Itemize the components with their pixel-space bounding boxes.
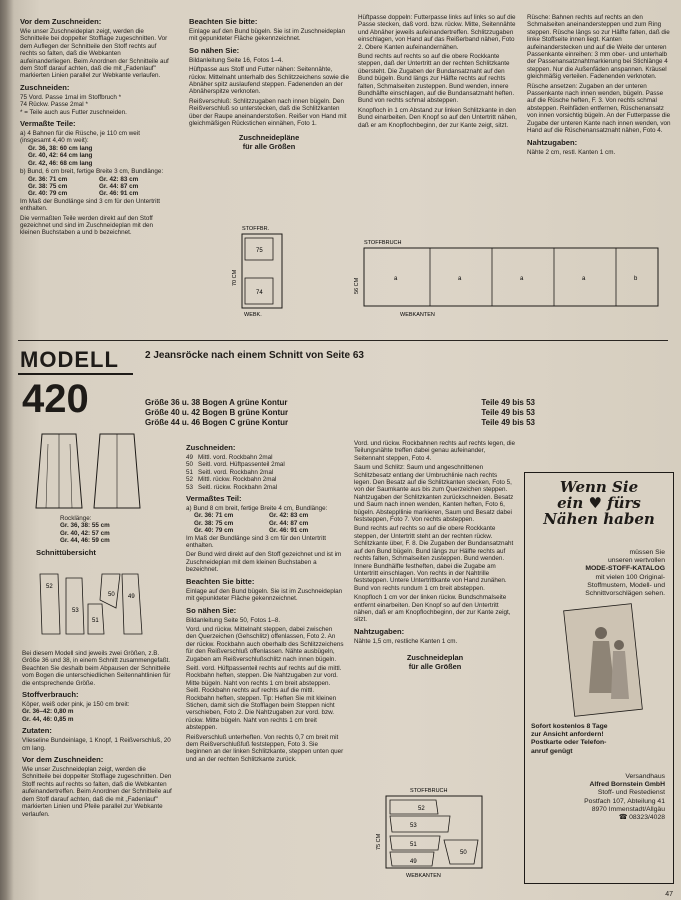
ad-line: Postkarte oder Telefon- <box>531 739 607 747</box>
panel-letter: a <box>520 276 524 282</box>
ad-address <box>531 773 665 822</box>
text-line: Köper, weiß oder pink, je 150 cm breit: <box>22 701 130 709</box>
piece-number: 51 <box>410 842 417 848</box>
ad-headline <box>525 479 673 527</box>
cut-number: 53 <box>186 483 194 491</box>
size-grid <box>28 176 170 198</box>
lower-col-left-2 <box>22 650 172 820</box>
size-row-right: Teile 49 bis 53 <box>481 398 535 407</box>
ad-body <box>531 549 665 598</box>
paragraph: Wie unser Zuschneideplan zeigt, werden die Schnitteile bei doppelter Stofflage zugeschnitten. Den Stoff rechts auf rechts so falten, daß die Webkanten aufeinandertreffen. Beim Anordnen der Schnitteile auf dem Stoff darauf achten, daß die mit „Fadenlauf" markierten Linien und Pfeile parallel zur Webkante verlaufen. <box>22 766 172 818</box>
piece-number: 49 <box>410 859 417 865</box>
text-line: b) Bund, 6 cm breit, fertige Breite 3 cm, Bundlänge: <box>20 168 164 176</box>
text-line: a) 4 Bahnen für die Rüsche, je 110 cm weit (insgesamt 4,40 m weit): <box>20 130 140 145</box>
paragraph: Hüftpasse doppeln: Futterpasse links auf links so auf die Passe stecken, daß vord. bzw. rückw. Mitte, Seitennähte und Abnäher jeweils aufeinandertreffen. Schlitzzugaben einschlagen, von Hand auf das Reißerband nähen, Foto 2. Obere Kanten aufeinandernähen. <box>358 14 516 51</box>
text-line: Gr. 40, 42: 57 cm <box>60 529 110 537</box>
ad-line: ☎ 08323/4028 <box>618 814 665 822</box>
paragraph: Bei diesem Modell sind jeweils zwei Größen, z.B. Größe 36 und 38, in einem Schnitt zusammengefaßt. Beachten Sie deshalb beim Abpausen der Schnitteile vom Bogen die unterschiedlichen Seitennahtlinien für die entsprechende Größe. <box>22 650 171 687</box>
pattern-overview <box>36 568 148 640</box>
piece-number: 75 <box>256 248 263 254</box>
size-row-right: Teile 49 bis 53 <box>481 408 535 417</box>
piece-number: 52 <box>46 584 53 590</box>
catalog-advertisement <box>524 472 674 884</box>
plan-title <box>189 133 349 151</box>
size-row-left: Größe 44 u. 46 Bogen C grüne Kontur <box>145 418 289 427</box>
pattern-piece <box>40 574 60 634</box>
ad-line: Stoff- und Restedienst <box>597 789 665 797</box>
text-line: Gr. 40, 42: 64 cm lang <box>28 152 93 160</box>
paragraph: Reißverschluß: Schlitzzugaben nach innen bügeln. Den Reißverschluß so unterstecken, daß die Schlitzkanten über der Raupe aneinanderstoßen. Reißer von Hand mit gleichmäßigen Rückstichen einnähen, Foto 1. <box>189 97 347 128</box>
text-line: Gr. 42, 46: 68 cm lang <box>28 159 93 167</box>
seam-line <box>46 444 48 508</box>
lower-col-left <box>22 515 172 559</box>
paragraph: Vlieseline Bundeinlage, 1 Knopf, 1 Reißverschluß, 20 cm lang. <box>22 737 171 752</box>
heading: Zuschneiden: <box>186 443 236 452</box>
plan-title <box>354 653 516 671</box>
top-col-4 <box>527 14 672 158</box>
paragraph: Rüsche ansetzen: Zugaben an der unteren Passenkante nach innen wenden, bügeln. Passe auf die Rüsche heften, F. 3. Von rechts schmal absteppen. Reihfäden entfernen, Rüschenansatz von innen vorsichtig bügeln. An der Futterpasse die Zugabe der unteren Kante nach innen wenden, von Hand auf die Rüschenansatznaht nähen, Foto 4. <box>527 82 671 135</box>
ad-headline-line: ein ♥ fürs <box>557 494 641 512</box>
pattern-piece <box>122 574 142 634</box>
heading: Vor dem Zuschneiden: <box>22 755 104 765</box>
top-col-3 <box>358 14 518 131</box>
plan-label: STOFFBR. <box>242 226 270 232</box>
ad-line: 8970 Immenstadt/Allgäu <box>591 805 665 813</box>
size-row-left: Größe 40 u. 42 Bogen B grüne Kontur <box>145 408 289 417</box>
text-line: Gr. 44: 87 cm <box>99 182 139 190</box>
size-grid <box>194 512 344 534</box>
cut-number: 52 <box>186 476 194 484</box>
heading: Beachten Sie bitte: <box>189 17 258 26</box>
text-line: Gr. 46: 91 cm <box>269 527 309 535</box>
cutting-plan-small <box>222 222 292 318</box>
heading: Nahtzugaben: <box>354 626 405 636</box>
plan-title-line: Zuschneidepläne <box>238 133 300 143</box>
text-line: Gr. 40: 79 cm <box>194 527 234 535</box>
text-line: Gr. 36: 71 cm <box>194 512 234 520</box>
piece-number: 50 <box>460 850 467 856</box>
ad-headline-line: Nähen haben <box>543 510 655 528</box>
panel-letter: a <box>394 276 398 282</box>
cut-number: 51 <box>186 468 194 476</box>
ad-line: müssen Sie <box>629 549 665 556</box>
pattern-piece <box>66 578 84 634</box>
panel-letter: a <box>582 276 586 282</box>
pattern-piece <box>390 800 438 814</box>
paragraph: Rüsche: Bahnen rechts auf rechts an den Schmalseiten aneinandersteppen und zum Ring steppen. Rüsche längs so zur Hälfte falten, daß die linke Stoffseite innen liegt. Kanten aufeinanderstecken und auf die Weite der unteren Passenkante einreihen: 3 mm ober- und unterhalb der Passenansatznahtmarkierung bei Stichlänge 4 steppen. Nur die Außenfäden anspannen. Kräusel gleichmäßig verteilen. Fadenenden verknoten. <box>527 14 670 81</box>
paragraph: Die vermaßten Teile werden direkt auf den Stoff gezeichnet und sind im Zuschneideplan mit den kleinen Buchstaben a und b bezeichnet. <box>20 214 154 237</box>
paragraph: Nähte 1,5 cm, restliche Kanten 1 cm. <box>354 637 458 645</box>
fabric-outline <box>242 234 282 308</box>
fabric-outline <box>364 248 658 306</box>
ad-line: Versandhaus <box>625 773 665 780</box>
piece-number: 50 <box>108 592 115 598</box>
text-line: Gr. 36: 71 cm <box>28 175 68 183</box>
paragraph: Im Maß der Bundlänge sind 3 cm für den Untertritt enthalten. <box>20 197 160 213</box>
plan-title-line: für alle Größen <box>408 662 462 672</box>
cut-number: 49 <box>186 454 194 461</box>
plan-label: 56 CM <box>354 277 360 294</box>
paragraph: Saum und Schlitz: Saum und angeschnittenen Schlitzbesatz entlang der Umbruchlinie nach rechts legen. Den Besatz auf die Schlitzkanten stecken, Foto 5, von der Saumkante aus bis zum Querzeichen steppen. Nahtzugaben der Schlitzkanten zurückschneiden. Besatz und Saum nach innen wenden, Kanten heften, Foto 6, bügeln. Absteppllinie markieren, Saum und Besatz dabei feststeppen, Foto 7. Von rechts absteppen. <box>354 464 514 524</box>
heading: So nähen Sie: <box>189 45 240 55</box>
rock-length <box>60 515 172 545</box>
text-line: Gr. 42: 83 cm <box>269 512 309 520</box>
modell-underline <box>18 373 133 375</box>
paragraph: Einlage auf den Bund bügeln. Sie ist im Zuschneideplan mit gepunkteter Fläche gekennzeichnet. <box>186 587 343 603</box>
text-line: 74 Rückw. Passe 2mal * <box>20 101 88 109</box>
pattern-piece <box>390 816 450 832</box>
modell-number: 420 <box>22 377 89 421</box>
lower-col-mid <box>186 440 344 765</box>
ad-line: Schnittvorschlägen sehen. <box>585 590 665 598</box>
panel-letter: a <box>458 276 462 282</box>
paragraph: Bildanleitung Seite 50, Fotos 1–8. <box>186 616 281 624</box>
size-table <box>145 398 535 428</box>
plan-label: WEBK. <box>244 312 262 318</box>
heading: So nähen Sie: <box>186 605 237 615</box>
paragraph: Knopfloch in 1 cm Abstand zur linken Schlitzkante in den Bund einarbeiten. Den Knopf so auf den Untertritt nähen, daß er am Knopflochbeginn, der zur Kante zeigt, sitzt. <box>358 106 517 129</box>
heading: Beachten Sie bitte: <box>186 576 255 586</box>
paragraph: Vord. und rückw. Rockbahnen rechts auf rechts legen, die Teilungsnähte treffen dabei genau aufeinander, Seitennaht steppen, Foto 4. <box>354 440 516 462</box>
piece-number: 53 <box>410 823 417 829</box>
top-col-1 <box>20 14 170 239</box>
cut-list <box>186 454 344 491</box>
lower-col-right <box>354 440 516 671</box>
paragraph: Im Maß der Bundlänge sind 3 cm für den Untertritt enthalten. <box>186 534 326 550</box>
text-line: * = Teile auch aus Futter zuschneiden. <box>20 108 127 116</box>
text-line: Gr. 38: 75 cm <box>194 519 234 527</box>
heading: Schnittübersicht <box>36 547 96 557</box>
heading: Nahtzugaben: <box>527 137 578 147</box>
text-line: Gr. 38: 75 cm <box>28 182 68 190</box>
paragraph: Bund rechts auf rechts so auf die obere Rockkante steppen, der Untertritt steht an der rechten rückw. Schlitzkante über, F. 8. Die Zugaben der Bundansatznaht auf den Bund bügeln. Bund längs zur Hälfte rechts auf rechts falten, Schmalseiten zusteppen. Bund wenden. Innere Bundhälfte festheften, dabei die Zugabe am Untertritt einschlagen. Von rechts in der Nahtrille feststeppen. Untere Untertrittkante von Hand zunähen. Bund von rechts rundum 1 cm breit absteppen. <box>354 525 514 592</box>
text-line: Gr. 36, 38: 55 cm <box>60 522 110 530</box>
cut-label: Mittl. vord. Rockbahn 2mal <box>198 454 273 461</box>
ad-line: anruf genügt <box>531 747 573 755</box>
paragraph: Seitl. vord. Hüftpassenteil rechts auf rechts auf die mittl. Rockbahn heften, steppen. Die Nahtzugaben zur vord. Mitte bügeln. Naht von rechts 1 cm breit absteppen. Seitl. Rockbahn rechts auf rechts auf die mittl. Rockbahn heften, steppen. Tip: Heften Sie mit kleinen Stichen, damit sich die Stofflagen beim Steppen nicht verschieben, Foto 2. Die Nahtzugaben zur vord. bzw. rückw. Mitte bügeln. Naht von rechts 1 cm breit absteppen. <box>186 664 342 732</box>
top-col-2 <box>189 14 349 151</box>
ad-line: mit vielen 100 Original- <box>595 573 665 581</box>
heading: Vermaßte Teile: <box>20 119 76 129</box>
paragraph: Vord. und rückw. Mittelnaht steppen, dabei zwischen den Querzeichen (Gehschlitz) offenlassen, Foto 2. An der rückw. Rockbahn auch oberhalb des Schlitzzeichens für den Reißverschluß offenlassen. Nähte ausbügeln, Zugaben am Reißverschlußschlitz nach innen bügeln. <box>186 625 344 663</box>
ad-line: zur Ansicht anfordern! <box>531 731 604 739</box>
panel-letter: b <box>634 276 638 282</box>
cutting-plan-lower <box>370 784 490 880</box>
ad-line: Alfred Bornstein GmbH <box>589 781 665 789</box>
piece-number: 51 <box>92 618 99 624</box>
plan-title-line: für alle Größen <box>242 142 296 152</box>
paragraph: Wie unser Zuschneideplan zeigt, werden die Schnitteile bei doppelter Stofflage zugeschnitten. Vor dem Auflegen der Schnitteile den Stoff rechts auf rechts so falten, daß die Webkanten aufeinanderliegen. Beim Anordnen der Schnitteile auf dem Stoff darauf achten, daß die mit „Fadenlauf" markierten Linien parallel zur Webkante verlaufen. <box>20 28 169 80</box>
heading: Vermaßtes Teil: <box>186 494 242 504</box>
model-figure <box>595 627 607 639</box>
plan-label: STOFFBRUCH <box>410 788 448 794</box>
text-line: Gr. 44, 46: 0,85 m <box>22 715 74 723</box>
ad-line: Sofort kostenlos 8 Tage <box>531 723 608 730</box>
size-row <box>145 398 535 408</box>
text-line: Gr. 44, 46: 59 cm <box>60 537 110 545</box>
text-line: Gr. 36–42: 0,80 m <box>22 708 74 716</box>
model-figure <box>614 640 624 650</box>
heading: Vor dem Zuschneiden: <box>20 17 102 26</box>
piece-number: 52 <box>418 806 425 812</box>
cut-label: Seitl. vord. Hüftpassenteil 2mal <box>198 461 285 469</box>
cut-label: Mittl. rückw. Rockbahn 2mal <box>198 476 277 484</box>
ad-line: Postfach 107, Abteilung 41 <box>584 797 665 805</box>
text-line: Rocklänge: <box>60 515 92 522</box>
ad-line: unseren wertvollen <box>607 557 665 565</box>
paragraph: Nähte 2 cm, restl. Kanten 1 cm. <box>527 148 616 156</box>
paragraph: Bund rechts auf rechts so auf die obere Rockkante steppen, daß der Untertritt an der rechten Schlitzkante übersteht. Die Zugaben der Bundansatznaht auf den Bund bügeln. Bund längs zur Hälfte rechts auf rechts falten, Schmalseiten zusteppen. Bund wenden, innere Bundhälfte einschlagen, auf die Bundansatznaht heften. Bund von rechts schmal absteppen. <box>358 53 515 105</box>
ad-line: Stoffmustern, Modell- und <box>587 581 665 589</box>
seam-line <box>70 444 72 508</box>
ad-headline-line: Wenn Sie <box>559 478 639 496</box>
skirt-illustrations <box>28 430 153 512</box>
piece-number: 53 <box>72 608 79 614</box>
piece-number: 74 <box>256 290 263 296</box>
pattern-piece <box>100 574 120 608</box>
paragraph: Einlage auf den Bund bügeln. Sie ist im Zuschneideplan mit gepunkteter Fläche gekennzeichnet. <box>189 28 346 43</box>
paragraph: Hüftpasse aus Stoff und Futter nähen: Seitennähte, rückw. Mittelnaht unterhalb des Schlitzzeichens sowie die Abnäher spitz auslaufend steppen. Fadenenden an der Abnäherspitze verknoten. <box>189 66 349 96</box>
paragraph: Bildanleitung Seite 16, Fotos 1–4. <box>189 56 284 64</box>
text-line: Gr. 40: 79 cm <box>28 190 68 198</box>
text-line: Gr. 42: 83 cm <box>99 175 139 183</box>
paragraph: Der Bund wird direkt auf den Stoff gezeichnet und ist im Zuschneideplan mit dem kleinen Buchstaben a bezeichnet. <box>186 551 342 574</box>
text-line: Gr. 46: 91 cm <box>99 190 139 198</box>
plan-title-line: Zuschneideplan <box>406 653 464 663</box>
size-row <box>145 408 535 418</box>
text-line: Gr. 36, 38: 60 cm lang <box>28 144 93 152</box>
paragraph: Knopfloch 1 cm vor der linken rückw. Bundschmalseite entfernt einarbeiten. Den Knopf so auf den Untertritt nähen, daß er am Knopflochbeginn, der zur Kante zeigt, sitzt. <box>354 594 511 624</box>
size-row <box>145 418 535 428</box>
cut-label: Seitl. rückw. Rockbahn 2mal <box>198 483 278 491</box>
plan-label: WEBKANTEN <box>406 873 441 879</box>
plan-label: STOFFBRUCH <box>364 240 402 246</box>
heading: Zuschneiden: <box>20 82 70 92</box>
modell-title: 2 Jeansröcke nach einem Schnitt von Seite 63 <box>145 350 364 361</box>
paragraph: Reißverschluß unterheften. Von rechts 0,7 cm breit mit dem Reißverschlußfuß feststeppen, Foto 3. Sie beginnen an der linken Schlitzkante, steppen unten quer und an der rechten Schlitzkante zurück. <box>186 733 344 763</box>
plan-label: WEBKANTEN <box>400 312 435 318</box>
heading: Stoffverbrauch: <box>22 690 79 700</box>
piece-number: 49 <box>128 594 135 600</box>
catalog-cover-illustration <box>563 603 643 718</box>
heading: Zutaten: <box>22 726 52 736</box>
page-number: 47 <box>665 891 673 898</box>
text-line: a) Bund 8 cm breit, fertige Breite 4 cm, Bundlänge: <box>186 505 328 513</box>
cut-label: Seitl. vord. Rockbahn 2mal <box>198 468 274 476</box>
ad-line: MODE-STOFF-KATALOG <box>585 565 665 573</box>
size-row-right: Teile 49 bis 53 <box>481 418 535 427</box>
cut-number: 50 <box>186 461 194 469</box>
plan-label: 75 CM <box>376 833 382 850</box>
cutting-plan-wide <box>350 236 670 322</box>
size-row-left: Größe 36 u. 38 Bogen A grüne Kontur <box>145 398 288 407</box>
text-line: 75 Vord. Passe 1mal im Stoffbruch * <box>20 93 122 101</box>
modell-label: MODELL <box>20 347 119 372</box>
ad-cta <box>531 723 665 756</box>
plan-label: 70 CM <box>232 269 238 286</box>
text-line: Gr. 44: 87 cm <box>269 519 309 527</box>
section-divider <box>18 340 668 341</box>
